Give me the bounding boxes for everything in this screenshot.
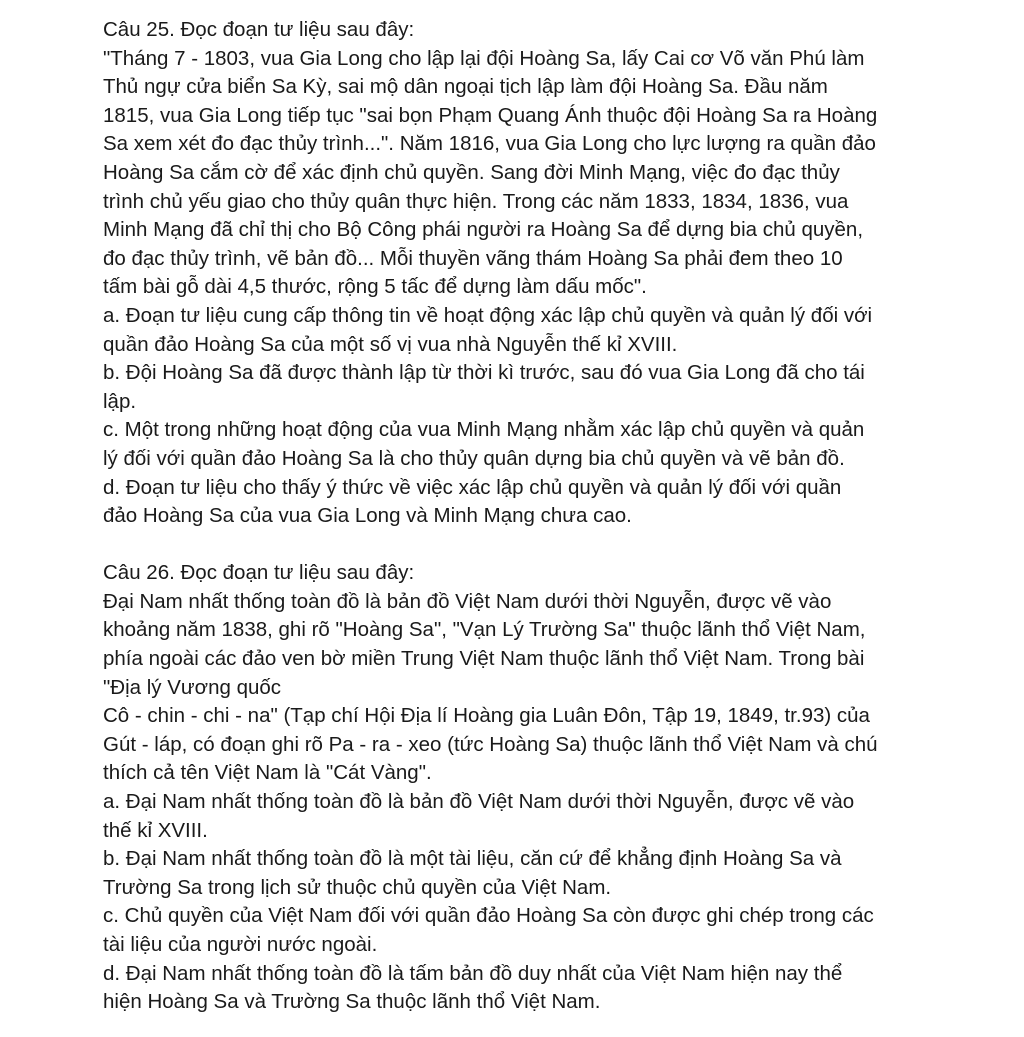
question-heading: Câu 26. Đọc đoạn tư liệu sau đây: [103, 561, 415, 585]
option-line: b. Đội Hoàng Sa đã được thành lập từ thời kì trước, sau đó vua Gia Long đã cho tái [103, 361, 865, 385]
option-line: a. Đoạn tư liệu cung cấp thông tin về hoạt động xác lập chủ quyền và quản lý đối với [103, 303, 873, 327]
option-line: a. Đại Nam nhất thống toàn đồ là bản đồ Việt Nam dưới thời Nguyễn, được vẽ vào [103, 790, 855, 814]
passage-line: Thủ ngự cửa biển Sa Kỳ, sai mộ dân ngoại tịch lập làm đội Hoàng Sa. Đầu năm [103, 75, 828, 99]
passage-line: Sa xem xét đo đạc thủy trình...". Năm 1816, vua Gia Long cho lực lượng ra quần đảo [103, 132, 876, 156]
option-a [103, 788, 1003, 845]
option-b [103, 359, 1003, 416]
passage-line: tấm bài gỗ dài 4,5 thước, rộng 5 tấc để dựng làm dấu mốc". [103, 275, 647, 299]
option-line: d. Đại Nam nhất thống toàn đồ là tấm bản đồ duy nhất của Việt Nam hiện nay thể [103, 961, 843, 985]
option-d [103, 474, 1003, 531]
option-line: thế kỉ XVIII. [103, 818, 208, 842]
document-body [103, 16, 1003, 1017]
question-heading: Câu 25. Đọc đoạn tư liệu sau đây: [103, 18, 415, 41]
option-line: quần đảo Hoàng Sa của một số vị vua nhà Nguyễn thế kỉ XVIII. [103, 332, 678, 356]
option-line: lập. [103, 389, 137, 413]
question-passage [103, 45, 1003, 302]
option-line: d. Đoạn tư liệu cho thấy ý thức về việc xác lập chủ quyền và quản lý đối với quần [103, 475, 842, 499]
question-25 [103, 16, 1003, 531]
option-line: c. Chủ quyền của Việt Nam đối với quần đảo Hoàng Sa còn được ghi chép trong các [103, 904, 874, 928]
option-c [103, 902, 1003, 959]
passage-line: Gút - láp, có đoạn ghi rõ Pa - ra - xeo (tức Hoàng Sa) thuộc lãnh thổ Việt Nam và chú [103, 732, 878, 756]
option-a [103, 302, 1003, 359]
question-passage [103, 588, 1003, 788]
option-line: đảo Hoàng Sa của vua Gia Long và Minh Mạng chưa cao. [103, 504, 632, 528]
passage-line: khoảng năm 1838, ghi rõ "Hoàng Sa", "Vạn Lý Trường Sa" thuộc lãnh thổ Việt Nam, [103, 618, 866, 642]
option-line: b. Đại Nam nhất thống toàn đồ là một tài liệu, căn cứ để khẳng định Hoàng Sa và [103, 847, 842, 871]
option-line: hiện Hoàng Sa và Trường Sa thuộc lãnh thổ Việt Nam. [103, 990, 601, 1014]
question-spacer [103, 531, 1003, 560]
passage-line: Hoàng Sa cắm cờ để xác định chủ quyền. Sang đời Minh Mạng, việc đo đạc thủy [103, 160, 840, 184]
passage-line: trình chủ yếu giao cho thủy quân thực hiện. Trong các năm 1833, 1834, 1836, vua [103, 189, 849, 213]
passage-line: 1815, vua Gia Long tiếp tục "sai bọn Phạm Quang Ánh thuộc đội Hoàng Sa ra Hoàng [103, 103, 878, 127]
option-line: lý đối với quần đảo Hoàng Sa là cho thủy quân dựng bia chủ quyền và vẽ bản đồ. [103, 446, 845, 470]
passage-line: thích cả tên Việt Nam là "Cát Vàng". [103, 761, 432, 785]
passage-line: Đại Nam nhất thống toàn đồ là bản đồ Việt Nam dưới thời Nguyễn, được vẽ vào [103, 589, 832, 613]
option-line: c. Một trong những hoạt động của vua Minh Mạng nhằm xác lập chủ quyền và quản [103, 418, 865, 442]
option-d [103, 960, 1003, 1017]
option-b [103, 845, 1003, 902]
passage-line: Cô - chin - chi - na" (Tạp chí Hội Địa lí Hoàng gia Luân Đôn, Tập 19, 1849, tr.93) của [103, 704, 870, 728]
passage-line: đo đạc thủy trình, vẽ bản đồ... Mỗi thuyền vãng thám Hoàng Sa phải đem theo 10 [103, 246, 843, 270]
passage-line: "Địa lý Vương quốc [103, 675, 282, 699]
option-line: Trường Sa trong lịch sử thuộc chủ quyền của Việt Nam. [103, 875, 612, 899]
passage-line: phía ngoài các đảo ven bờ miền Trung Việt Nam thuộc lãnh thổ Việt Nam. Trong bài [103, 647, 865, 671]
question-26 [103, 559, 1003, 1017]
option-line: tài liệu của người nước ngoài. [103, 933, 378, 956]
passage-line: "Tháng 7 - 1803, vua Gia Long cho lập lại đội Hoàng Sa, lấy Cai cơ Võ văn Phú làm [103, 46, 865, 70]
passage-line: Minh Mạng đã chỉ thị cho Bộ Công phái người ra Hoàng Sa để dựng bia chủ quyền, [103, 218, 864, 242]
option-c [103, 416, 1003, 473]
